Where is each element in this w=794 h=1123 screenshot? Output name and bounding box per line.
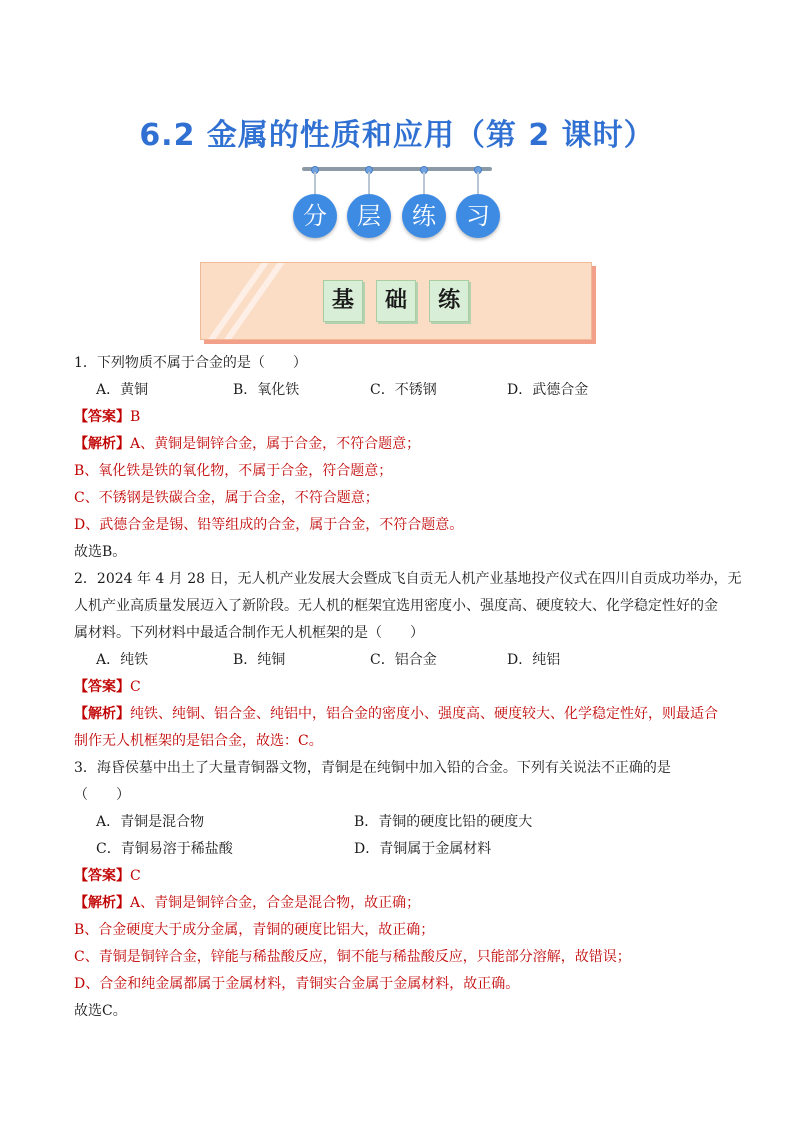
answer-line [74, 863, 724, 890]
section-title [201, 280, 591, 322]
analysis-line: 制作无人机框架的是铝合金，故选：C。 [74, 733, 323, 749]
option-row [74, 647, 724, 674]
section-char: 练 [429, 280, 469, 322]
question-stem: 人机产业高质量发展迈入了新阶段。无人机的框架宜选用密度小、强度高、硬度较大、化学稳定性好的金 [74, 598, 718, 614]
answer-value: C [130, 868, 141, 884]
option: B．纯铜 [233, 652, 286, 668]
question-stem: 2．2024 年 4 月 28 日，无人机产业发展大会暨成飞自贡无人机产业基地投产仪式在四川自贡成功举办，无 [74, 571, 742, 587]
analysis-line [74, 890, 724, 917]
analysis-tag: 【解析】 [74, 706, 130, 722]
question-stem: 3．海昏侯墓中出土了大量青铜器文物，青铜是在纯铜中加入铅的合金。下列有关说法不正确的是 [74, 760, 671, 776]
conclusion: 故选B。 [74, 544, 127, 560]
rail-hanger [368, 172, 370, 194]
analysis-text: A、青铜是铜锌合金，合金是混合物，故正确； [130, 895, 421, 911]
rail-hanger [314, 172, 316, 194]
option: C．不锈钢 [370, 382, 437, 398]
section-char: 础 [376, 280, 416, 322]
option-row [74, 377, 724, 404]
answer-line [74, 674, 724, 701]
option: B．氧化铁 [233, 382, 300, 398]
badge-lian: 练 [402, 194, 446, 238]
option: A．黄铜 [96, 382, 149, 398]
analysis-line: D、合金和纯金属都属于金属材料，青铜实合金属于金属材料，故正确。 [74, 976, 520, 992]
badge-fen: 分 [293, 194, 337, 238]
option: D．青铜属于金属材料 [354, 841, 492, 857]
answer-line [74, 404, 724, 431]
analysis-text: 纯铁、纯铜、铝合金、纯铝中，铝合金的密度小、强度高、硬度较大、化学稳定性好，则最适合 [130, 706, 718, 722]
answer-value: C [130, 679, 141, 695]
option: C．青铜易溶于稀盐酸 [96, 841, 233, 857]
answer-tag: 【答案】 [74, 868, 130, 884]
analysis-line: B、氧化铁是铁的氧化物，不属于合金，符合题意； [74, 463, 393, 479]
answer-value: B [130, 409, 141, 425]
analysis-tag: 【解析】 [74, 436, 130, 452]
question-stem: 属材料。下列材料中最适合制作无人机框架的是（ ） [74, 625, 424, 641]
option: D．武德合金 [507, 382, 589, 398]
option: A．纯铁 [96, 652, 149, 668]
option: D．纯铝 [507, 652, 561, 668]
analysis-line [74, 701, 724, 728]
page-title: 6.2 金属的性质和应用（第 2 课时） [139, 118, 655, 153]
rail-hanger [423, 172, 425, 194]
option-row [74, 809, 724, 836]
analysis-line: B、合金硬度大于成分金属，青铜的硬度比铝大，故正确； [74, 922, 435, 938]
answer-tag: 【答案】 [74, 409, 130, 425]
option: C．铝合金 [370, 652, 437, 668]
rail-hanger [477, 172, 479, 194]
question-stem: 1．下列物质不属于合金的是（ ） [74, 355, 307, 371]
question-stem: （ ） [74, 787, 130, 803]
analysis-line: C、不锈钢是铁碳合金，属于合金，不符合题意； [74, 490, 379, 506]
analysis-line: C、青铜是铜锌合金，锌能与稀盐酸反应，铜不能与稀盐酸反应，只能部分溶解，故错误； [74, 949, 631, 965]
question-list [74, 350, 742, 1025]
analysis-text: A、黄铜是铜锌合金，属于合金，不符合题意； [130, 436, 421, 452]
analysis-tag: 【解析】 [74, 895, 130, 911]
option: B．青铜的硬度比铅的硬度大 [354, 814, 533, 830]
answer-tag: 【答案】 [74, 679, 130, 695]
conclusion: 故选C。 [74, 1003, 127, 1019]
badge-ceng: 层 [347, 194, 391, 238]
analysis-line: D、武德合金是锡、铅等组成的合金，属于合金，不符合题意。 [74, 517, 464, 533]
badge-xi: 习 [456, 194, 500, 238]
section-banner [200, 262, 592, 340]
analysis-line [74, 431, 724, 458]
section-char: 基 [323, 280, 363, 322]
option-row [74, 836, 724, 863]
title-rail [302, 167, 492, 171]
option: A．青铜是混合物 [96, 814, 205, 830]
